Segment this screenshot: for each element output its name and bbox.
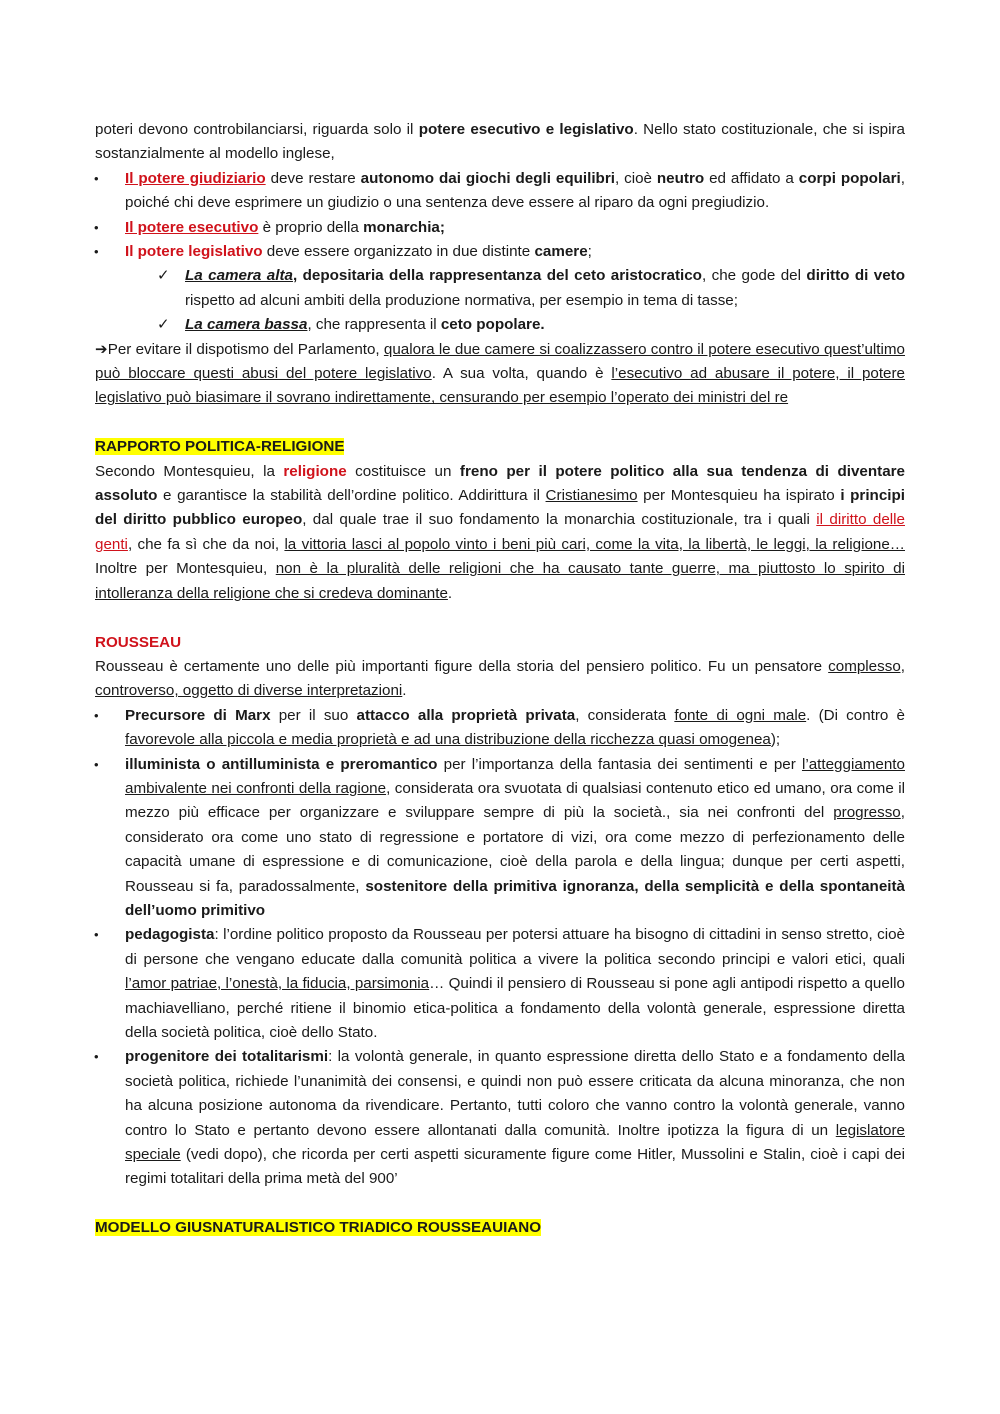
text: Rousseau è certamente uno delle più importanti figure della storia del pensiero politico. Fu un pensatore — [95, 657, 829, 675]
underlined-text: complesso, controverso, oggetto di diverse interpretazioni — [95, 657, 905, 700]
bold-text: illuminista o antilluminista e preromantico — [125, 755, 438, 773]
bold-text: progenitore dei totalitarismi — [125, 1048, 329, 1066]
text: , poiché chi deve esprimere un giudizio o una sentenza deve essere al riparo da ogni pregiudizio. — [125, 169, 905, 212]
text: : la volontà generale, in quanto espressione diretta dello Stato e a fondamento della società politica, richiede l’unanimità dei consensi, e quindi non può essere criticata da alcuna minoranza, che non ha alcuna posizione autonoma da rivendicare. Pertanto, tutti coloro che vanno contro la volontà generale, vanno contro lo Stato e pertanto devono essere allontanati dalla comunità. Inoltre ipotizza la figura di un — [125, 1048, 906, 1139]
bold-text: corpi popolari — [798, 169, 901, 187]
intro-paragraph — [95, 118, 905, 167]
underlined-text: non è la pluralità delle religioni che ha causato tante guerre, ma piuttosto lo spirito di intolleranza della religione che si credeva dominante — [95, 560, 905, 602]
text: Per evitare il dispotismo del Parlamento, — [107, 340, 384, 358]
section-heading-religion — [95, 435, 905, 459]
text: rispetto ad alcuni ambiti della produzione normativa, per esempio in tema di tasse; — [185, 291, 738, 309]
text: . Nello stato costituzionale, che si ispira sostanzialmente al modello inglese, — [95, 121, 905, 163]
bold-text: potere esecutivo e legislativo — [418, 121, 634, 138]
underlined-text: qualora le due camere si coalizzassero contro il potere esecutivo quest’ultimo può bloccare questi abusi del potere legislativo — [95, 340, 905, 383]
list-item-executive — [95, 216, 905, 240]
bold-text: freno per il potere politico alla sua tendenza di diventare assoluto — [95, 462, 905, 505]
bold-text: autonomo dai giochi degli equilibri — [360, 169, 615, 187]
text: e garantisce la stabilità dell’ordine politico. Addirittura il — [157, 487, 546, 505]
text: , considerato ora come uno stato di regressione e portatore di vizi, ora come mezzo di perfezionamento delle capacità umane di espressione e di comunicazione, cioè della parola e della lingua; dunque per certi aspetti, Rousseau si fa, paradossalmente, — [125, 804, 905, 895]
item-title: Il potere giudiziario — [125, 169, 266, 187]
rousseau-intro-paragraph — [95, 655, 905, 704]
list-item-upper-chamber — [155, 264, 905, 313]
text: , dal quale trae il suo fondamento la monarchia costituzionale, tra i quali — [302, 511, 817, 529]
chambers-list — [155, 264, 905, 337]
text: : l’ordine politico proposto da Rousseau per potersi attuare ha bisogno di cittadini in senso stretto, cioè di persone che vengano educate dalla comunità politica a vivere la politica secondo principi e valori etici, quali — [125, 926, 905, 968]
text: poteri devono controbilanciarsi, riguarda solo il — [95, 121, 419, 138]
text: , che rappresenta il — [307, 316, 441, 334]
heading-text: ROUSSEAU — [95, 633, 182, 651]
underlined-text: Cristianesimo — [545, 487, 638, 505]
check-icon: ✓ — [157, 316, 170, 334]
list-item-legislative — [95, 240, 905, 264]
text: . A sua volta, quando è — [431, 365, 612, 383]
bold-text: Precursore di Marx — [125, 706, 271, 724]
spacer — [95, 606, 905, 630]
section-heading-model — [95, 1216, 905, 1240]
bold-text: , depositaria della rappresentanza del ceto aristocratico — [292, 267, 702, 285]
underlined-text: legislatore speciale — [125, 1121, 905, 1164]
bold-text: sostenitore della primitiva ignoranza, della semplicità e della spontaneità dell’uomo primitivo — [125, 877, 905, 919]
bullet-icon: • — [94, 756, 99, 772]
underlined-text: fonte di ogni male — [674, 706, 807, 724]
religion-paragraph — [95, 460, 905, 606]
item-title: Il potere legislativo — [125, 243, 263, 261]
text: ed affidato a — [704, 169, 799, 187]
text: (vedi dopo), che ricorda per certi aspetti sicuramente figure come Hitler, Mussolini e Stalin, cioè i capi dei regimi totalitari della prima metà del 900’ — [125, 1146, 905, 1188]
text: , che fa sì che da noi, — [127, 535, 285, 553]
text: ); — [770, 731, 781, 749]
text: ; — [587, 243, 592, 261]
bold-text: monarchia; — [363, 218, 445, 236]
text: per Montesquieu ha ispirato — [637, 487, 841, 505]
bold-text: diritto di veto — [806, 267, 906, 285]
bold-text: camere — [534, 243, 588, 261]
bullet-icon: • — [94, 170, 99, 186]
bullet-icon: • — [94, 244, 99, 260]
text: costituisce un — [346, 462, 460, 480]
bold-text: i principi del diritto pubblico europeo — [95, 487, 905, 529]
spacer — [95, 1192, 905, 1216]
arrow-icon: ➔ — [95, 340, 108, 358]
document-page — [95, 118, 905, 1241]
text: Secondo Montesquieu, la — [95, 462, 284, 480]
underlined-text: l’atteggiamento ambivalente nei confronti della ragione — [125, 755, 905, 797]
text: deve restare — [265, 169, 361, 187]
text: , considerata — [575, 706, 675, 724]
list-item-enlightenment — [95, 753, 905, 924]
item-title: La camera bassa — [185, 316, 308, 334]
list-item-judiciary — [95, 167, 905, 216]
text: . — [402, 682, 407, 700]
section-heading-rousseau — [95, 631, 905, 655]
rousseau-list — [95, 704, 905, 1192]
check-icon: ✓ — [157, 267, 170, 285]
bold-text: neutro — [656, 169, 705, 187]
underlined-text: la vittoria lasci al popolo vinto i beni più cari, come la vita, la libertà, le leggi, la religione… — [284, 535, 905, 553]
bullet-icon: • — [94, 1049, 99, 1065]
heading-text: MODELLO GIUSNATURALISTICO TRIADICO ROUSSEAUIANO — [95, 1219, 542, 1237]
list-item-marx — [95, 704, 905, 753]
text: , che gode del — [701, 267, 807, 285]
heading-text: RAPPORTO POLITICA-RELIGIONE — [95, 438, 345, 456]
item-title: La camera alta — [185, 267, 293, 285]
arrow-paragraph — [95, 338, 905, 411]
text: , considerata ora svuotata di qualsiasi contenuto etico ed umano, ora come il mezzo più efficace per organizzare e sviluppare sempre di più la società., sia nei confronti del — [125, 779, 905, 822]
bold-text: pedagogista — [125, 926, 215, 944]
text: … Quindi il pensiero di Rousseau si pone agli antipodi rispetto a quello machiavelliano, perché ritiene il binomio etica-politica a fondamento della volontà generale, espressione diretta della società politica, cioè dello Stato. — [125, 975, 905, 1041]
list-item-pedagogist — [95, 923, 905, 1045]
list-item-totalitarianism — [95, 1045, 905, 1191]
underlined-text: l’esecutivo ad abusare il potere, il potere legislativo può biasimare il sovrano indirettamente, censurando per esempio l’operato dei ministri del re — [95, 365, 906, 407]
powers-list — [95, 167, 905, 265]
text: . (Di contro è — [806, 706, 906, 724]
text: per il suo — [270, 706, 357, 724]
underlined-text: l’amor patriae, l’onestà, la fiducia, parsimonia — [125, 975, 430, 993]
list-item-lower-chamber — [155, 313, 905, 337]
bullet-icon: • — [94, 219, 99, 235]
bold-text: ceto popolare. — [440, 316, 545, 334]
red-text: religione — [283, 462, 347, 480]
bold-text: attacco alla proprietà privata — [356, 706, 576, 724]
underlined-text: progresso — [833, 804, 901, 822]
text: . — [447, 584, 453, 602]
text: è proprio della — [258, 218, 364, 236]
underlined-text: favorevole alla piccola e media proprietà e ad una distribuzione della ricchezza quasi omogenea — [125, 731, 771, 749]
text: Inoltre per Montesquieu, — [95, 560, 276, 578]
bullet-icon: • — [94, 707, 99, 723]
red-underlined-text: il diritto delle genti — [95, 511, 905, 553]
text: , cioè — [614, 169, 657, 187]
bullet-icon: • — [94, 927, 99, 943]
text: per l’importanza della fantasia dei sentimenti e per — [437, 755, 802, 773]
item-title: Il potere esecutivo — [125, 218, 259, 236]
spacer — [95, 411, 905, 435]
text: deve essere organizzato in due distinte — [262, 243, 535, 261]
